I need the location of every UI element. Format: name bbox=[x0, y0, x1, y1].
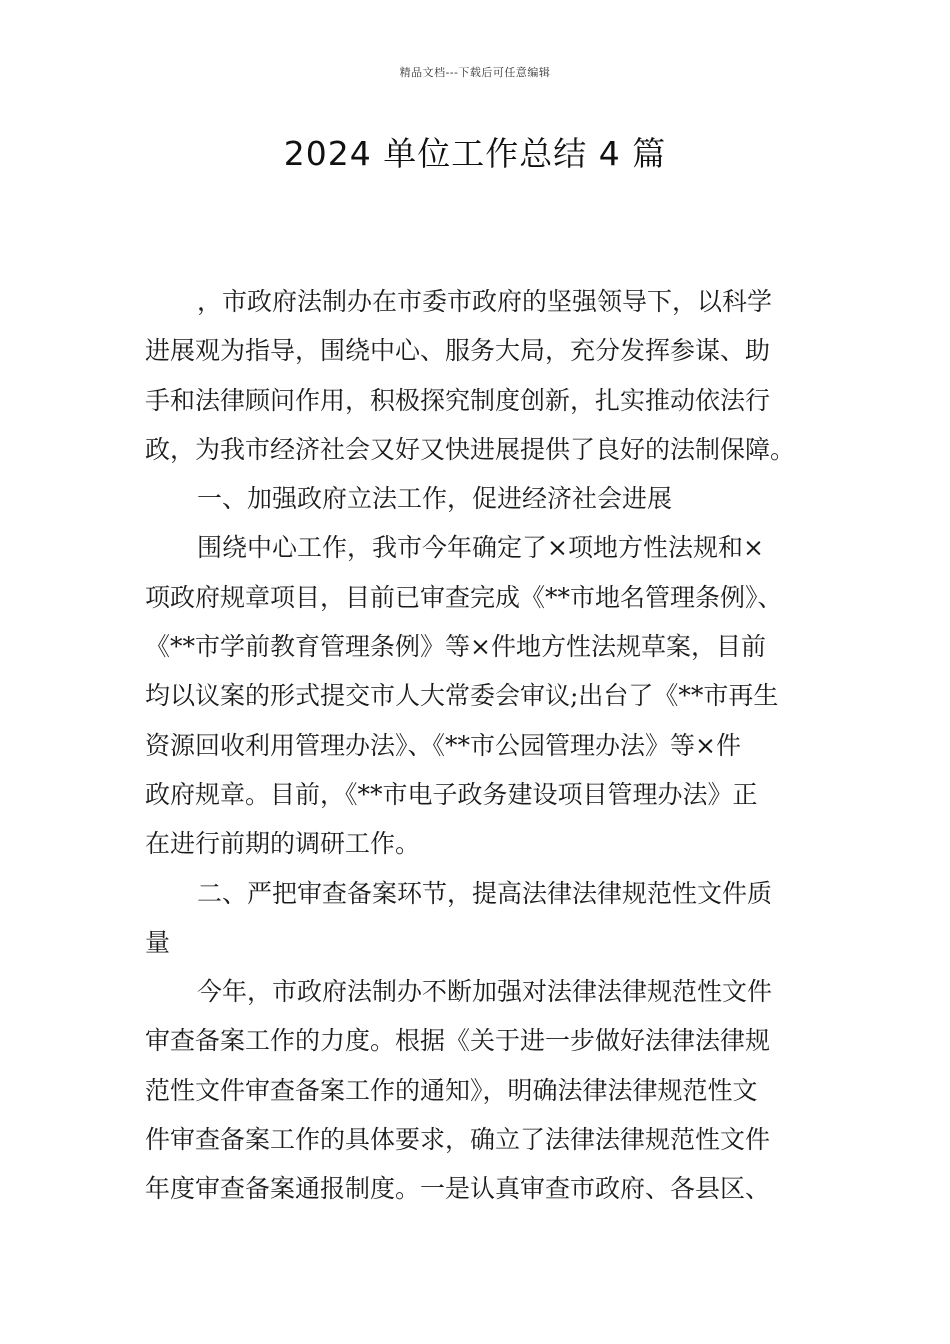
text-line: 围绕中心工作，我市今年确定了×项地方性法规和× bbox=[197, 533, 764, 563]
header-note: 精品文档---下载后可任意编辑 bbox=[399, 66, 551, 79]
text-line: 量 bbox=[145, 927, 171, 957]
text-line: 年度审查备案通报制度。一是认真审查市政府、各县区、 bbox=[145, 1174, 771, 1204]
text-line: 进展观为指导，围绕中心、服务大局，充分发挥参谋、助 bbox=[145, 336, 771, 366]
text-line: 一、加强政府立法工作，促进经济社会进展 bbox=[197, 484, 673, 514]
text-line: 政府规章。目前，《**市电子政务建设项目管理办法》正 bbox=[145, 779, 758, 809]
text-line: 件审查备案工作的具体要求，确立了法律法律规范性文件 bbox=[145, 1125, 771, 1155]
text-line: 资源回收利用管理办法》、《**市公园管理办法》等×件 bbox=[145, 730, 741, 760]
text-line: 范性文件审查备案工作的通知》，明确法律法律规范性文 bbox=[145, 1075, 758, 1105]
text-line: 均以议案的形式提交市人大常委会审议;出台了《**市再生 bbox=[145, 681, 779, 711]
text-line: 《**市学前教育管理条例》等×件地方性法规草案，目前 bbox=[145, 632, 766, 662]
document-title: 2024 单位工作总结 4 篇 bbox=[283, 134, 667, 173]
text-line: 今年，市政府法制办不断加强对法律法律规范性文件 bbox=[197, 977, 773, 1007]
text-line: ，市政府法制办在市委市政府的坚强领导下，以科学 bbox=[197, 287, 773, 316]
text-line: 二、严把审查备案环节，提高法律法律规范性文件质 bbox=[197, 878, 773, 908]
text-line: 审查备案工作的力度。根据《关于进一步做好法律法律规 bbox=[145, 1026, 771, 1056]
text-line: 项政府规章项目，目前已审查完成《**市地名管理条例》、 bbox=[145, 582, 783, 612]
text-line: 在进行前期的调研工作。 bbox=[145, 829, 421, 859]
document-body bbox=[145, 277, 809, 1214]
text-line: 政，为我市经济社会又好又快进展提供了良好的法制保障。 bbox=[145, 434, 796, 464]
text-line: 手和法律顾问作用，积极探究制度创新，扎实推动依法行 bbox=[145, 385, 771, 415]
